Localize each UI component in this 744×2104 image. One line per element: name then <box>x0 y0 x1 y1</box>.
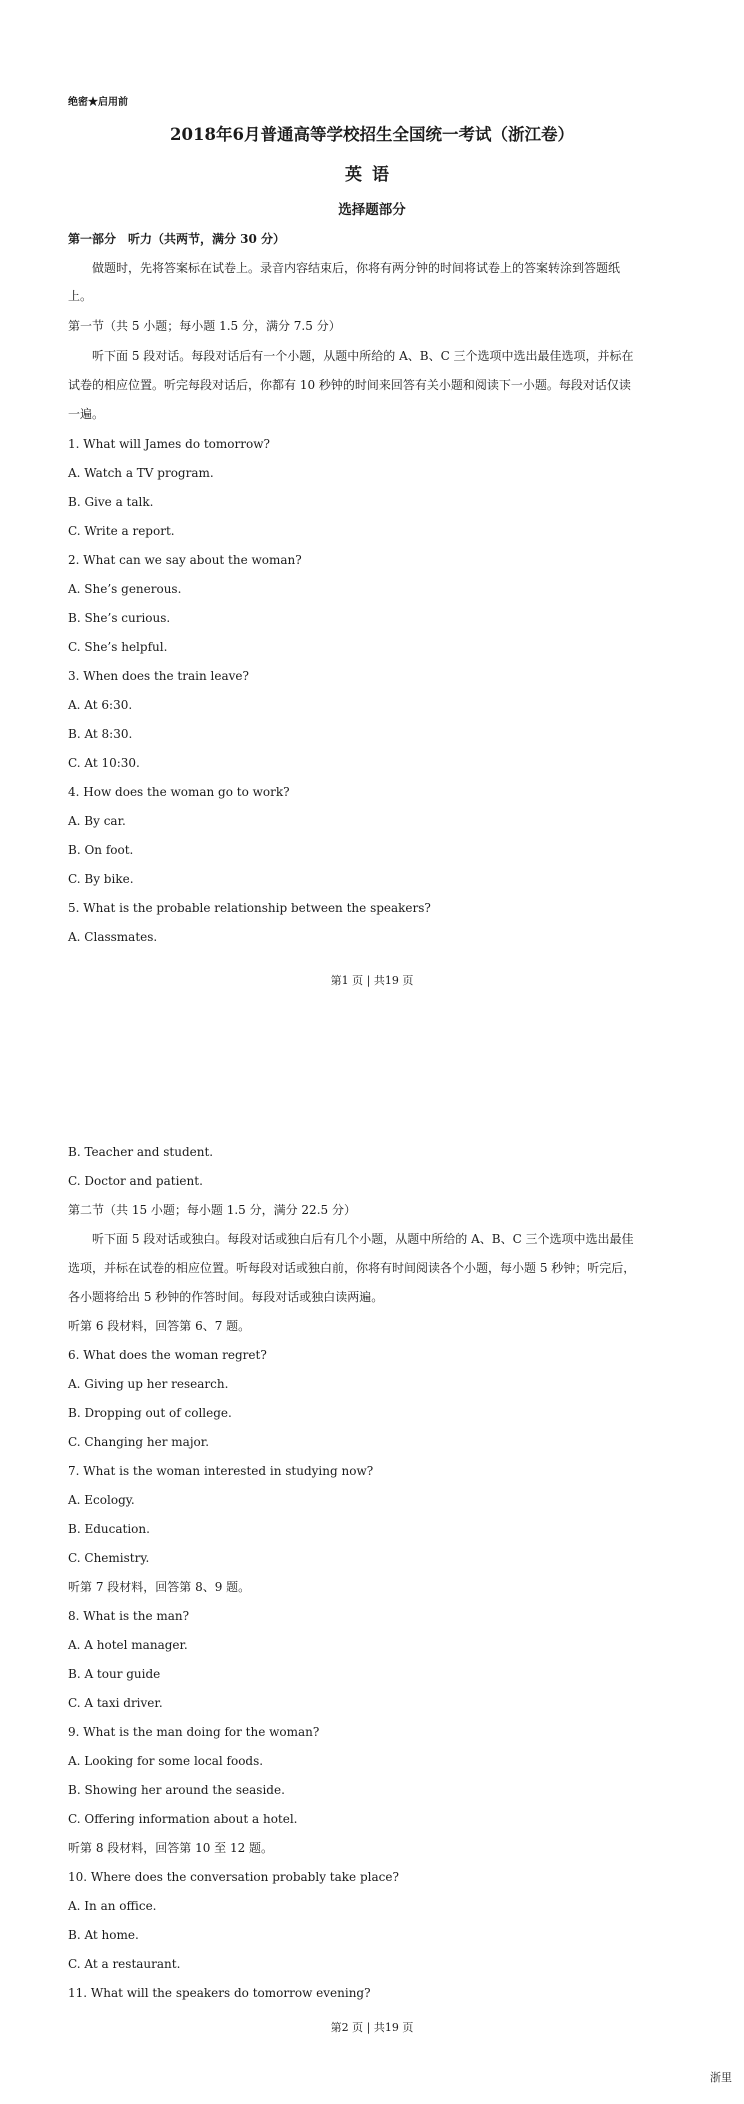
option-line: B. At home. <box>68 1928 139 1942</box>
question-line: 10. Where does the conversation probably take place? <box>68 1870 399 1884</box>
corner-watermark-text: 浙里 <box>710 2071 732 2084</box>
option-line: B. A tour guide <box>68 1667 161 1681</box>
material-heading: 听第 8 段材料，回答第 10 至 12 题。 <box>68 1841 274 1855</box>
exam-title: 2018年6月普通高等学校招生全国统一考试（浙江卷） <box>170 125 574 144</box>
option-line: A. By car. <box>68 814 126 828</box>
option-line: C. Doctor and patient. <box>68 1174 203 1188</box>
subsection-heading: 第二节（共 15 小题；每小题 1.5 分，满分 22.5 分） <box>68 1203 356 1217</box>
part-title: 选择题部分 <box>338 202 406 218</box>
material-heading: 听第 7 段材料，回答第 8、9 题。 <box>68 1580 251 1594</box>
option-line: B. Teacher and student. <box>68 1145 214 1159</box>
option-line: B. Give a talk. <box>68 495 154 509</box>
option-line: C. Write a report. <box>68 524 175 538</box>
question-line: 3. When does the train leave? <box>68 669 249 683</box>
page-2 <box>0 1060 744 2104</box>
option-line: C. At 10:30. <box>68 756 140 770</box>
option-line: A. Giving up her research. <box>68 1377 229 1391</box>
instruction-line: 听下面 5 段对话。每段对话后有一个小题，从题中所给的 A、B、C 三个选项中选出最佳选项，并标在 <box>92 349 634 363</box>
question-line: 2. What can we say about the woman? <box>68 553 302 567</box>
question-line: 1. What will James do tomorrow? <box>68 437 270 451</box>
page-footer: 第1 页 | 共19 页 <box>330 974 414 987</box>
option-line: B. She’s curious. <box>68 611 171 625</box>
option-line: A. In an office. <box>68 1899 157 1913</box>
instruction-line: 听下面 5 段对话或独白。每段对话或独白后有几个小题，从题中所给的 A、B、C 三个选项中选出最佳 <box>92 1232 634 1246</box>
option-line: A. At 6:30. <box>68 698 133 712</box>
intro-paragraph-line: 做题时，先将答案标在试卷上。录音内容结束后，你将有两分钟的时间将试卷上的答案转涂到答题纸 <box>92 261 621 275</box>
question-line: 4. How does the woman go to work? <box>68 785 290 799</box>
question-line: 5. What is the probable relationship between the speakers? <box>68 901 431 915</box>
intro-paragraph-line: 上。 <box>68 289 93 303</box>
instruction-line: 各小题将给出 5 秒钟的作答时间。每段对话或独白读两遍。 <box>68 1290 384 1304</box>
option-line: B. Education. <box>68 1522 150 1536</box>
instruction-line: 一遍。 <box>68 407 105 421</box>
option-line: B. On foot. <box>68 843 134 857</box>
option-line: A. She’s generous. <box>68 582 182 596</box>
question-line: 8. What is the man? <box>68 1609 190 1623</box>
option-line: A. A hotel manager. <box>68 1638 188 1652</box>
option-line: C. By bike. <box>68 872 134 886</box>
question-line: 9. What is the man doing for the woman? <box>68 1725 320 1739</box>
option-line: C. Changing her major. <box>68 1435 210 1449</box>
option-line: B. Showing her around the seaside. <box>68 1783 285 1797</box>
option-line: A. Looking for some local foods. <box>68 1754 264 1768</box>
question-line: 11. What will the speakers do tomorrow evening? <box>68 1986 371 2000</box>
option-line: A. Watch a TV program. <box>68 466 214 480</box>
instruction-line: 试卷的相应位置。听完每段对话后，你都有 10 秒钟的时间来回答有关小题和阅读下一小题。每段对话仅读 <box>68 378 631 392</box>
subsection-heading: 第一节（共 5 小题；每小题 1.5 分，满分 7.5 分） <box>68 319 341 333</box>
option-line: B. Dropping out of college. <box>68 1406 232 1420</box>
option-line: C. Chemistry. <box>68 1551 150 1565</box>
subject-title: 英语 <box>345 165 399 185</box>
option-line: A. Classmates. <box>68 930 158 944</box>
section-heading: 第一部分 听力（共两节，满分 30 分） <box>68 232 286 246</box>
confidential-label: 绝密★启用前 <box>68 97 128 108</box>
question-line: 7. What is the woman interested in studying now? <box>68 1464 374 1478</box>
option-line: C. Offering information about a hotel. <box>68 1812 298 1826</box>
option-line: C. She’s helpful. <box>68 640 168 654</box>
option-line: A. Ecology. <box>68 1493 135 1507</box>
material-heading: 听第 6 段材料，回答第 6、7 题。 <box>68 1319 251 1333</box>
option-line: C. A taxi driver. <box>68 1696 163 1710</box>
option-line: B. At 8:30. <box>68 727 133 741</box>
page-footer: 第2 页 | 共19 页 <box>330 2021 414 2034</box>
option-line: C. At a restaurant. <box>68 1957 181 1971</box>
instruction-line: 选项，并标在试卷的相应位置。听每段对话或独白前，你将有时间阅读各个小题，每小题 5 秒钟；听完后， <box>68 1261 636 1275</box>
question-line: 6. What does the woman regret? <box>68 1348 267 1362</box>
